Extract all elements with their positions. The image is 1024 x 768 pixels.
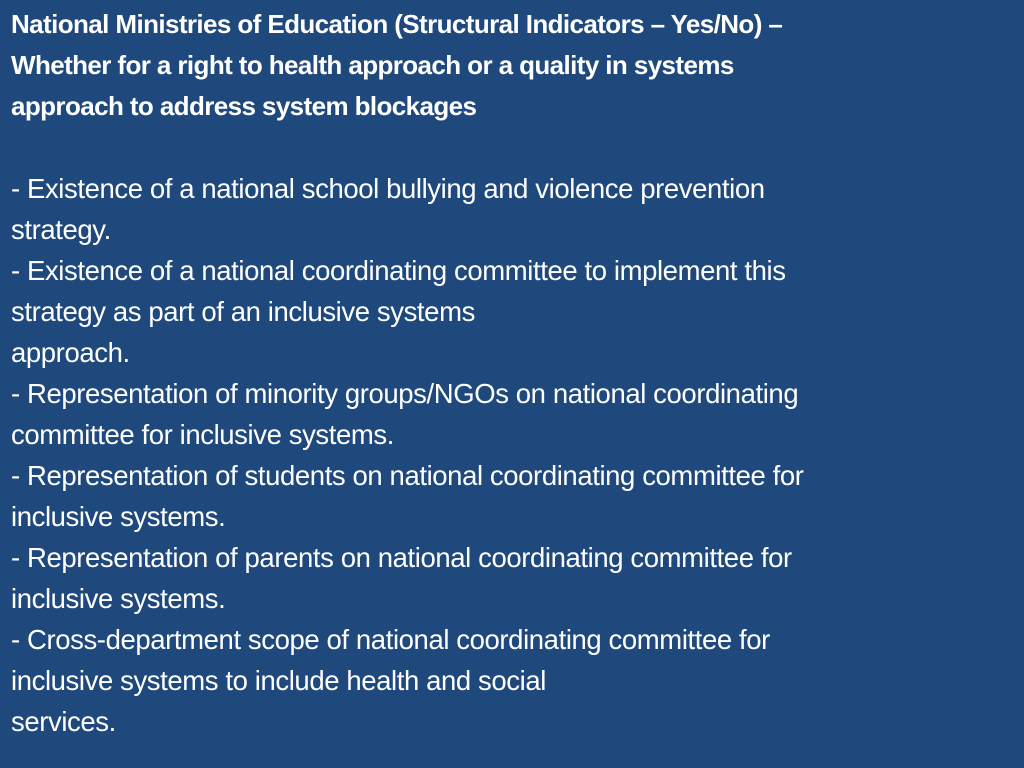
indicator-item xyxy=(11,250,1016,373)
indicator-line: services. xyxy=(11,706,116,737)
title-line: Whether for a right to health approach or a quality in systems xyxy=(11,50,734,80)
title-line: National Ministries of Education (Structural Indicators – Yes/No) – xyxy=(11,9,783,39)
indicator-list xyxy=(11,168,1016,742)
indicator-line: - Representation of parents on national coordinating committee for xyxy=(11,542,792,573)
indicator-item xyxy=(11,537,1016,619)
indicator-item xyxy=(11,373,1016,455)
indicator-line: inclusive systems. xyxy=(11,501,226,532)
indicator-line: inclusive systems to include health and social xyxy=(11,665,546,696)
blank-line xyxy=(11,127,1016,168)
indicator-line: - Existence of a national school bullying and violence prevention xyxy=(11,173,765,204)
indicator-line: approach. xyxy=(11,337,130,368)
slide-content xyxy=(11,4,1016,742)
indicator-line: - Existence of a national coordinating committee to implement this xyxy=(11,255,786,286)
indicator-item xyxy=(11,168,1016,250)
indicator-item xyxy=(11,619,1016,742)
indicator-line: committee for inclusive systems. xyxy=(11,419,394,450)
indicator-line: strategy as part of an inclusive systems xyxy=(11,296,475,327)
title-line: approach to address system blockages xyxy=(11,91,477,121)
slide-title xyxy=(11,4,1016,127)
indicator-line: strategy. xyxy=(11,214,111,245)
indicator-item xyxy=(11,455,1016,537)
indicator-line: - Representation of minority groups/NGOs on national coordinating xyxy=(11,378,799,409)
indicator-line: - Cross-department scope of national coordinating committee for xyxy=(11,624,770,655)
indicator-line: - Representation of students on national coordinating committee for xyxy=(11,460,804,491)
indicator-line: inclusive systems. xyxy=(11,583,226,614)
